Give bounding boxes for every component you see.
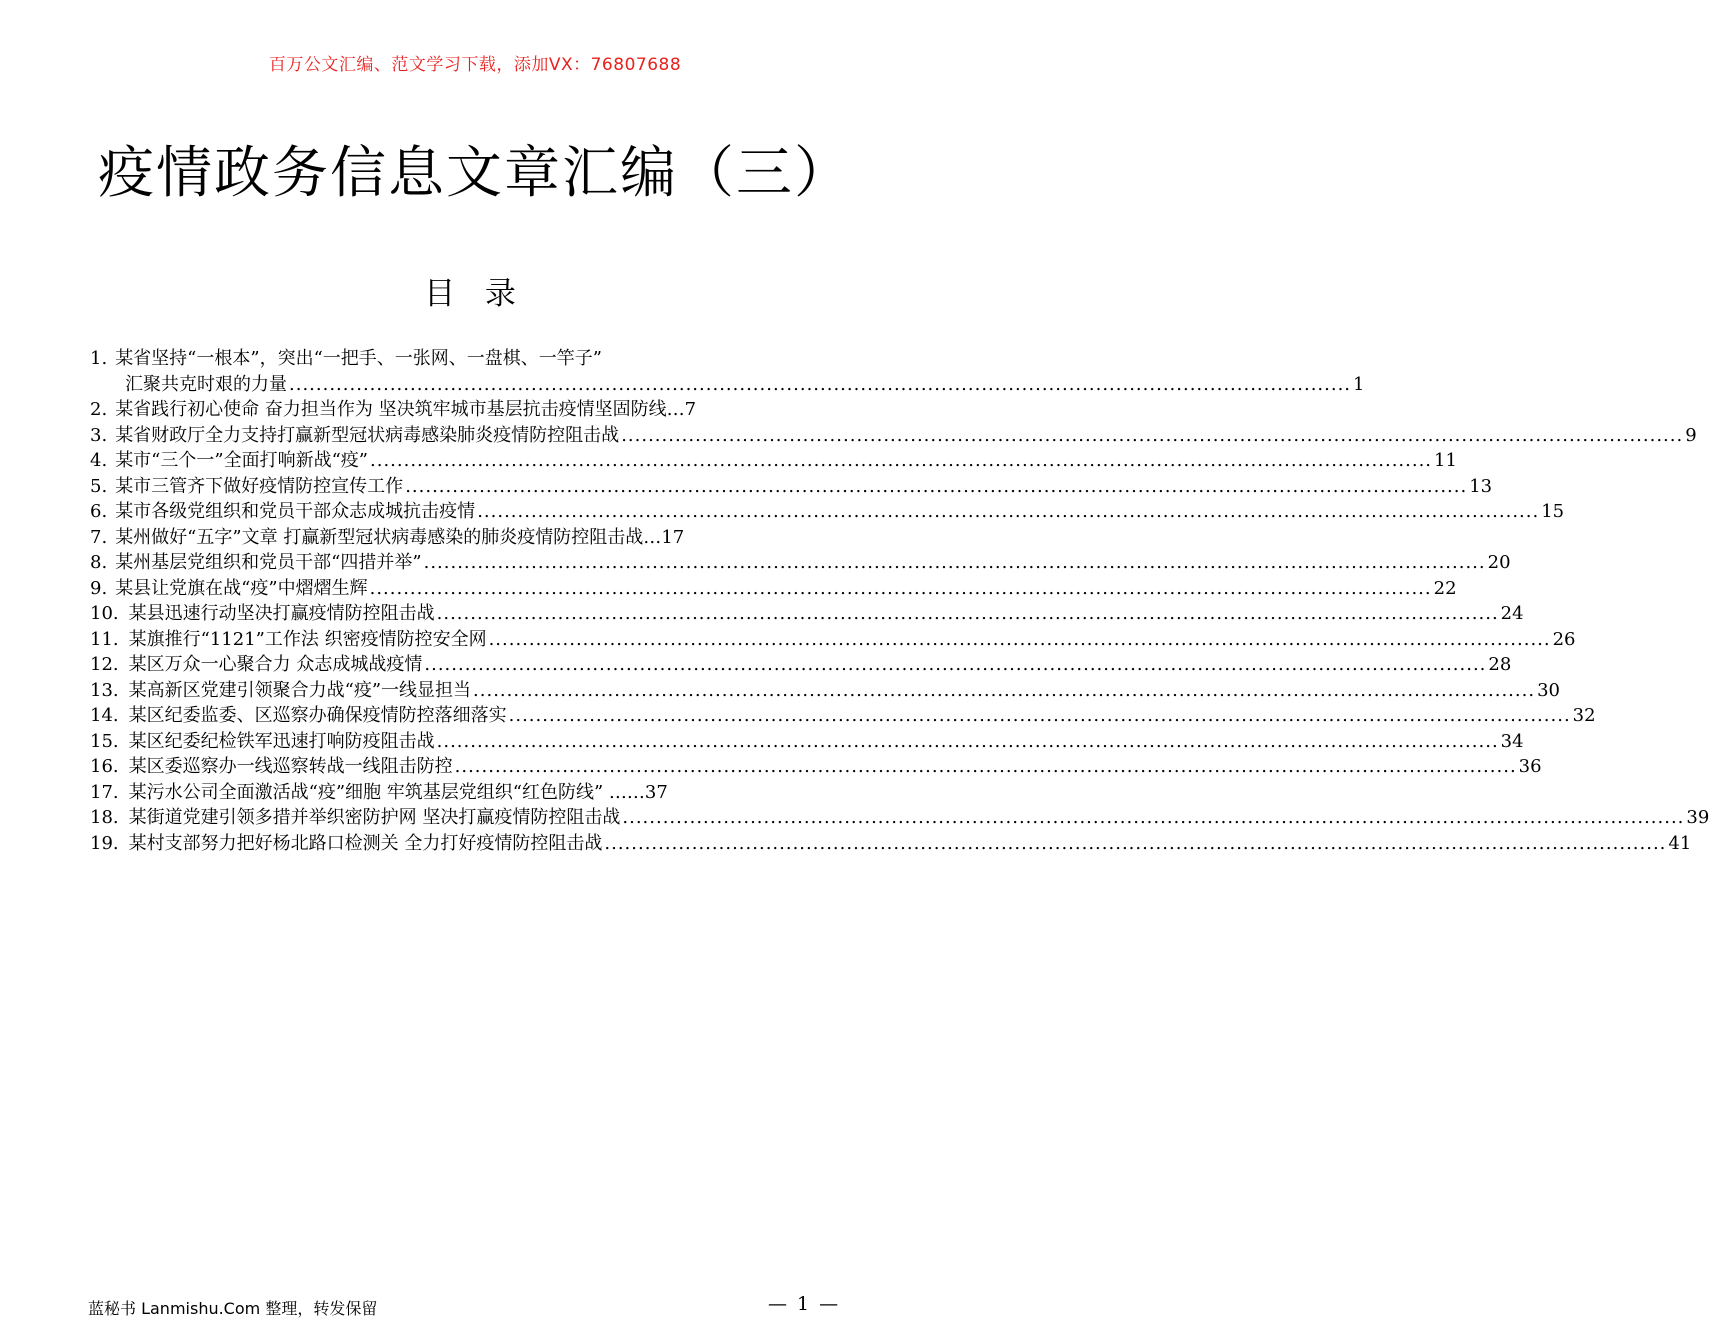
toc-page-number: 11: [1434, 450, 1457, 471]
toc-page-number: 34: [1500, 730, 1524, 752]
toc-page-number: 1: [1353, 373, 1365, 395]
toc-item-title: 某区万众一心聚合力 众志成城战疫情: [128, 654, 423, 675]
toc-line: [90, 754, 1542, 780]
toc-dot-leader: [405, 474, 1467, 500]
toc-line: [90, 346, 860, 372]
toc-item[interactable]: [90, 474, 1493, 500]
toc-page-number: 7: [684, 399, 697, 420]
toc-item[interactable]: [90, 831, 1692, 857]
toc-dot-leader: [424, 652, 1486, 678]
toc-item-number: 9.: [90, 577, 108, 599]
toc-item[interactable]: [90, 678, 1560, 704]
toc-item[interactable]: [90, 576, 1457, 602]
toc-item-title: 某旗推行“1121”工作法 织密疫情防控安全网: [128, 628, 487, 650]
footer-page-number: — 1 —: [768, 1293, 841, 1315]
toc-page-number: 32: [1572, 705, 1596, 726]
toc-line: [90, 703, 1596, 729]
toc-line: [90, 474, 1493, 500]
toc-line: [90, 678, 1560, 704]
toc-heading: 目 录: [424, 276, 526, 312]
toc-dot-leader: [370, 576, 1432, 602]
toc-item[interactable]: [90, 499, 1565, 525]
toc-item[interactable]: [90, 729, 1524, 755]
toc-line: [90, 576, 1457, 602]
toc-item-title: 某州做好“五字”文章 打赢新型冠状病毒感染的肺炎疫情防控阻击战…: [115, 526, 662, 548]
toc-line: [90, 831, 1692, 857]
toc-item-title: 某高新区党建引领聚合力战“疫”一线显担当: [128, 679, 472, 701]
toc-page-number: 15: [1541, 501, 1565, 522]
toc-line: [90, 397, 860, 423]
toc-item-title: 某县让党旗在战“疫”中熠熠生辉: [115, 577, 368, 599]
toc-item-title: 某省财政厅全力支持打赢新型冠状病毒感染肺炎疫情防控阻击战: [115, 424, 620, 446]
toc-item-number: 2.: [90, 399, 108, 420]
toc-item-number: 18.: [90, 807, 119, 828]
toc-page-number: 20: [1487, 552, 1511, 573]
toc-item-number: 7.: [90, 526, 108, 548]
toc-item-title: 某州基层党组织和党员干部“四措并举”: [115, 552, 422, 573]
toc-line: [90, 499, 1565, 525]
toc-item[interactable]: [90, 754, 1542, 780]
toc-item-number: 13.: [90, 679, 119, 701]
toc-line: [90, 805, 1709, 831]
toc-dot-leader: [437, 729, 1499, 755]
toc-item[interactable]: [90, 525, 860, 551]
toc-dot-leader: [604, 831, 1666, 857]
toc-item[interactable]: [90, 780, 860, 806]
toc-page-number: 17: [661, 526, 685, 548]
document-title: 疫情政务信息文章汇编（三）: [98, 141, 852, 206]
toc-item[interactable]: [90, 346, 1365, 397]
toc-item-number: 11.: [90, 628, 119, 650]
toc-page-number: 37: [644, 781, 668, 803]
toc-item-number: 3.: [90, 424, 108, 446]
toc-item[interactable]: [90, 550, 1511, 576]
toc-item[interactable]: [90, 805, 1709, 831]
toc-item[interactable]: [90, 627, 1576, 653]
toc-line: [90, 627, 1576, 653]
toc-dot-leader: [509, 703, 1571, 729]
footer-source-note: 蓝秘书 Lanmishu.Com 整理，转发保留: [88, 1299, 378, 1318]
toc-item-number: 16.: [90, 756, 119, 777]
toc-dot-leader: [370, 448, 1432, 474]
toc-page-number: 39: [1686, 807, 1709, 828]
toc-item-title: 某区委巡察办一线巡察转战一线阻击防控: [128, 756, 453, 777]
toc-line: [90, 423, 1697, 449]
toc-line: [90, 729, 1524, 755]
toc-page-number: 9: [1685, 424, 1697, 446]
toc-line: [90, 550, 1511, 576]
toc-line: [90, 372, 1365, 398]
top-banner: 百万公文汇编、范文学习下载，添加VX：76807688: [268, 55, 682, 75]
toc-item-number: 19.: [90, 832, 119, 854]
toc-item[interactable]: [90, 652, 1512, 678]
toc-page-number: 24: [1500, 603, 1524, 624]
toc-item-title: 某县迅速行动坚决打赢疫情防控阻击战: [128, 603, 435, 624]
toc-dot-leader: [455, 754, 1517, 780]
toc-dot-leader: [437, 601, 1499, 627]
toc-item-number: 14.: [90, 705, 119, 726]
toc-item-number: 12.: [90, 654, 119, 675]
toc-item-number: 4.: [90, 450, 108, 471]
toc-dot-leader: [477, 499, 1539, 525]
toc-dot-leader: [289, 372, 1351, 398]
toc-item-number: 10.: [90, 603, 119, 624]
toc-item[interactable]: [90, 423, 1697, 449]
toc-item[interactable]: [90, 448, 1457, 474]
toc-item-title: 某市“三个一”全面打响新战“疫”: [115, 450, 368, 471]
toc-line: [90, 652, 1512, 678]
toc-line: [90, 448, 1457, 474]
toc-item-number: 6.: [90, 501, 108, 522]
toc-item-number: 5.: [90, 475, 108, 497]
toc-dot-leader: [622, 805, 1684, 831]
toc-page-number: 41: [1668, 832, 1692, 854]
toc-item-number: 1.: [90, 348, 108, 369]
toc-item-title: 某省坚持“一根本”，突出“一把手、一张网、一盘棋、一竿子”: [115, 348, 602, 369]
toc-item-title: 某市各级党组织和党员干部众志成城抗击疫情: [115, 501, 476, 522]
table-of-contents: [90, 346, 1709, 856]
toc-dot-leader: [473, 678, 1535, 704]
toc-item-title: 某街道党建引领多措并举织密防护网 坚决打赢疫情防控阻击战: [128, 807, 621, 828]
toc-dot-leader: [621, 423, 1683, 449]
toc-item-title: 某省践行初心使命 奋力担当作为 坚决筑牢城市基层抗击疫情坚固防线…: [115, 399, 685, 420]
toc-item[interactable]: [90, 601, 1524, 627]
toc-page-number: 26: [1552, 628, 1576, 650]
toc-item-number: 17.: [90, 781, 119, 803]
toc-line: [90, 780, 860, 806]
toc-line: [90, 525, 860, 551]
toc-line: [90, 601, 1524, 627]
toc-page-number: 28: [1488, 654, 1512, 675]
toc-item-title: 某区纪委监委、区巡察办确保疫情防控落细落实: [128, 705, 507, 726]
toc-item-title: 某市三管齐下做好疫情防控宣传工作: [115, 475, 404, 497]
toc-item-title: 某村支部努力把好杨北路口检测关 全力打好疫情防控阻击战: [128, 832, 603, 854]
toc-item-number: 8.: [90, 552, 108, 573]
toc-dot-leader: [489, 627, 1551, 653]
toc-item[interactable]: [90, 703, 1596, 729]
toc-page-number: 30: [1537, 679, 1560, 701]
toc-page-number: 13: [1469, 475, 1493, 497]
toc-item-title: 某污水公司全面激活战“疫”细胞 牢筑基层党组织“红色防线” ……: [128, 781, 645, 803]
toc-item[interactable]: [90, 397, 860, 423]
toc-page-number: 22: [1433, 577, 1457, 599]
toc-item-title: 汇聚共克时艰的力量: [125, 373, 287, 395]
toc-dot-leader: [424, 550, 1486, 576]
toc-item-title: 某区纪委纪检铁军迅速打响防疫阻击战: [128, 730, 435, 752]
toc-item-number: 15.: [90, 730, 119, 752]
toc-page-number: 36: [1518, 756, 1542, 777]
